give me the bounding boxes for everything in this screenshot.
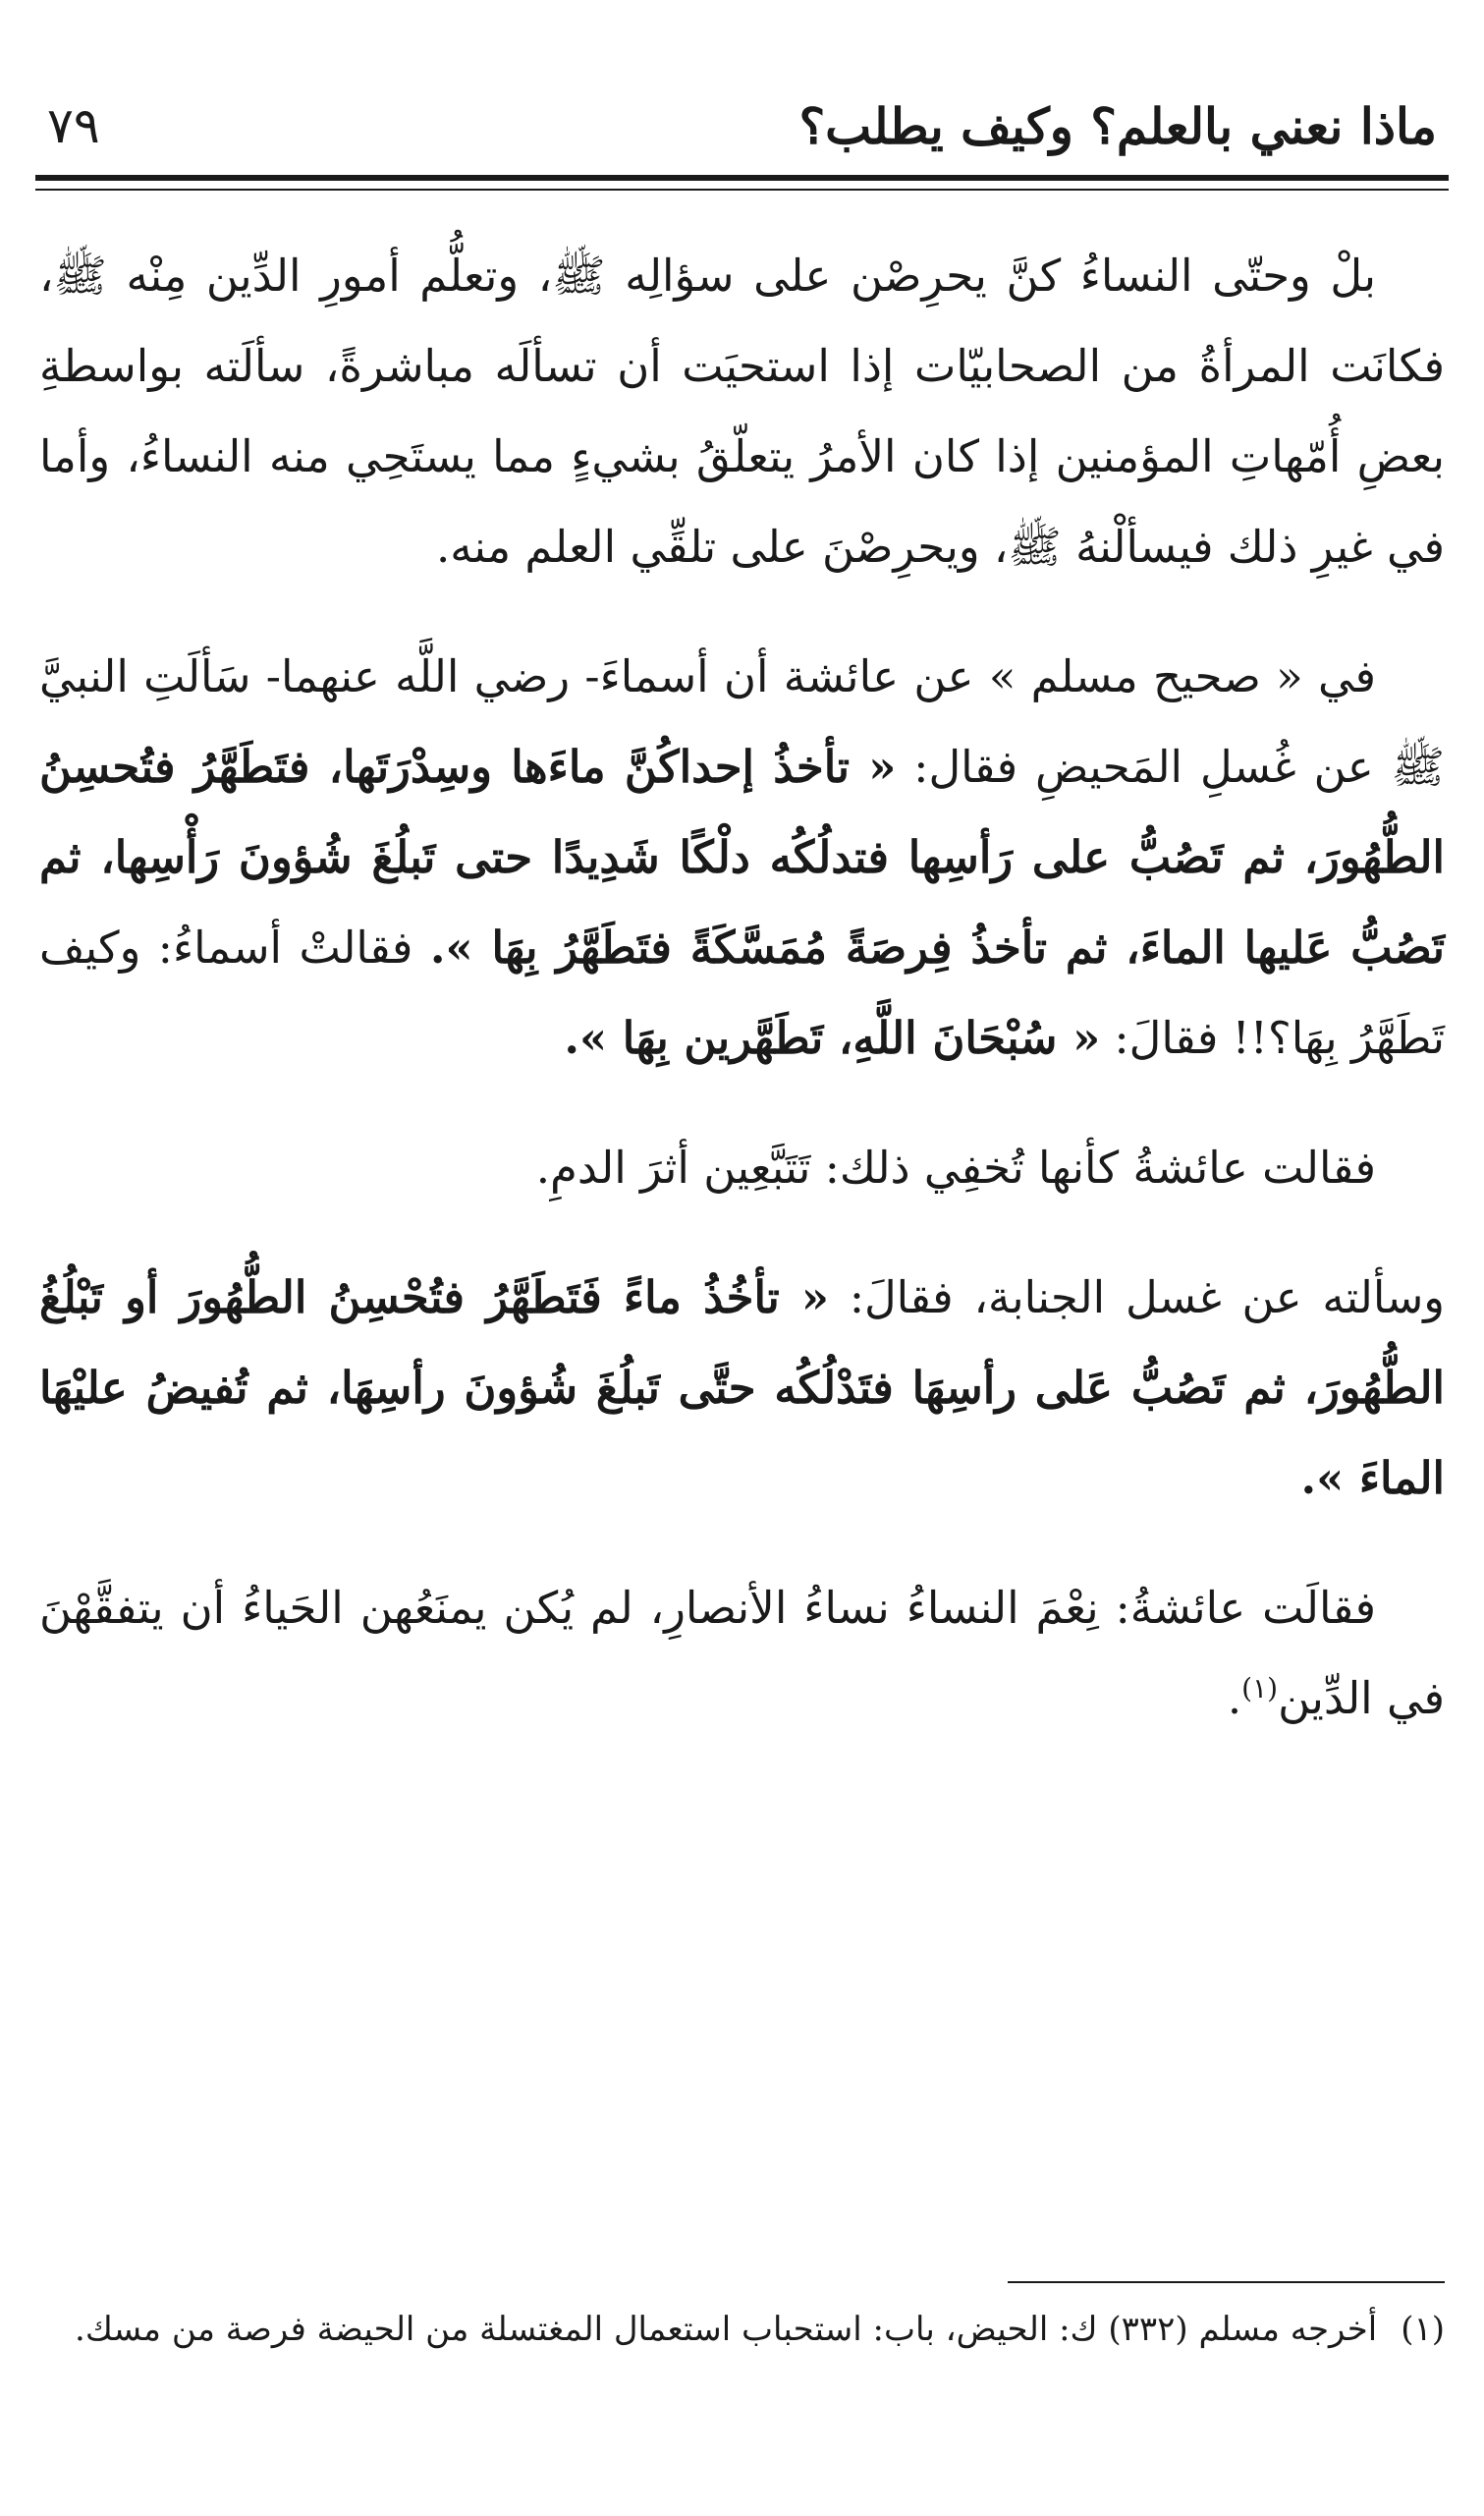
hadith-quote-1: « تأخذُ إحداكُنَّ ماءَها وسِدْرَتَها، فتَطَهَّرُ فتُحسِنُ الطُّهُورَ، ثم تَصُبُّ على رَأسِها فتدلُكُه دلْكًا شَدِيدًا حتى تَبلُغَ شُؤونَ رَأْسِها، ثم تَصُبُّ عَليها الماءَ، ثم تأخذُ فِرصَةً مُمَسَّكَةً فتَطَهَّرُ بِهَا ». (39, 741, 1445, 974)
footnote-text: أخرجه مسلم (٣٣٢) ك: الحيض، باب: استحباب استعمال المغتسلة من الحيضة فرصة من مسك. (75, 2310, 1378, 2349)
paragraph-3: فقالت عائشةُ كأنها تُخفِي ذلك: تَتَبَّعِين أثرَ الدمِ. (535, 1142, 1376, 1194)
paragraph-2-mid: فقالتْ أسماءُ: وكيف تَطَهَّرُ بِهَا؟!! فقالَ: (39, 922, 1445, 1064)
paragraph-5-text: فقالَت عائشةُ: نِعْمَ النساءُ نساءُ الأنصارِ، لم يُكن يمنَعُهن الحَياءُ أن يتفقَّهْنَ في الدِّين (39, 1582, 1445, 1724)
header-rule-thick (35, 175, 1449, 181)
hadith-quote-2: « سُبْحَانَ اللَّهِ، تَطَهَّرين بِهَا ». (564, 1012, 1101, 1064)
paragraph-5-end: . (1227, 1672, 1242, 1724)
footnote-reference[interactable]: (١) (1241, 1672, 1279, 1705)
page-number: ٧٩ (47, 97, 100, 154)
paragraph-4 (39, 1253, 1445, 1524)
page-header (47, 86, 1437, 165)
paragraph-2 (39, 632, 1445, 1084)
paragraph-4-intro: وسألته عن غسل الجنابة، فقالَ: (829, 1271, 1445, 1323)
running-title: ماذا نعني بالعلم؟ وكيف يطلب؟ (798, 96, 1437, 155)
header-rule-thin (35, 189, 1449, 191)
paragraph-1: بلْ وحتّى النساءُ كنَّ يحرِصْن على سؤالِه ﷺ، وتعلُّم أمورِ الدِّين مِنْه ﷺ، فكانَت المرأةُ من الصحابيّات إذا استحيَت أن تسألَه مباشرةً، سألَته بواسطةِ بعضِ أُمّهاتِ المؤمنين إذا كان الأمرُ يتعلّقُ بشيءٍ مما يستَحِي منه النساءُ، وأما في غيرِ ذلك فيسألْنهُ ﷺ، ويحرِصْنَ على تلقِّي العلم منه. (39, 250, 1445, 573)
paragraph-5 (39, 1563, 1445, 1744)
footnote-separator (1008, 2281, 1445, 2283)
paragraph-2-intro: في « صحيح مسلم » عن عائشة أن أسماءَ- رضي اللَّه عنهما- سَألَتِ النبيَّ ﷺ عن غُسلِ المَحيضِ فقال: (39, 650, 1445, 793)
main-text (39, 231, 1445, 1783)
hadith-quote-3: « تأخُذُ ماءً فَتَطَهَّرُ فتُحْسِنُ الطُّهُورَ أو تَبْلُغُ الطُّهُورَ، ثم تَصُبُّ عَلى رأسِهَا فتَدْلُكُه حتَّى تَبلُغَ شُؤونَ رأسِهَا، ثم تُفيضُ عليْهَا الماءَ ». (39, 1271, 1445, 1504)
footnote (39, 2299, 1445, 2360)
footnote-marker: (١) (1401, 2310, 1445, 2349)
